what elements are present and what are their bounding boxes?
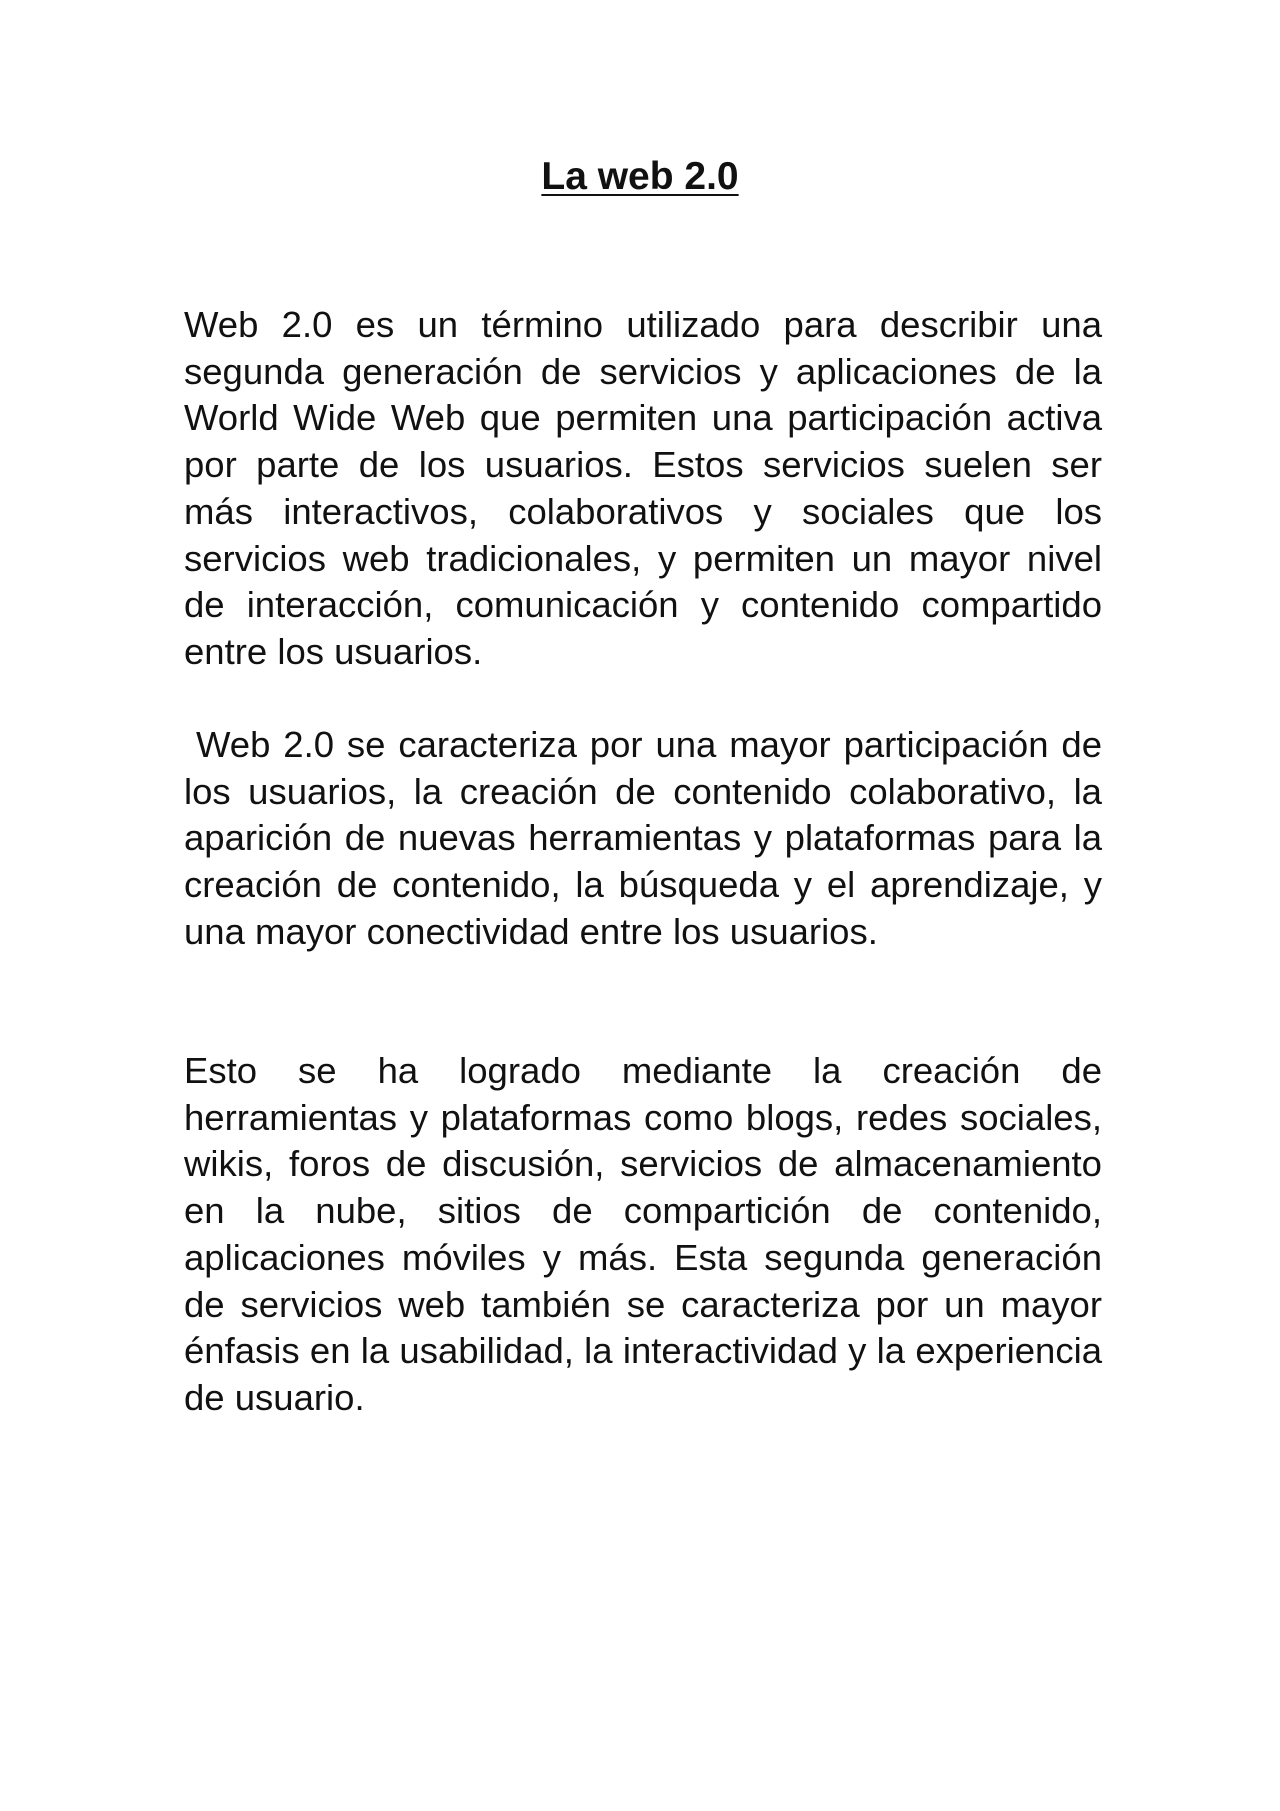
paragraph-2: Web 2.0 se caracteriza por una mayor participación de los usuarios, la creación de contenido colaborativo, la aparición de nuevas herramientas y plataformas para la creación de contenido, la búsqueda y el aprendizaje, y una mayor conectividad entre los usuarios. <box>184 724 1102 952</box>
paragraph-3: Esto se ha logrado mediante la creación de herramientas y plataformas como blogs, redes sociales, wikis, foros de discusión, servicios de almacenamiento en la nube, sitios de compartición de contenido, aplicaciones móviles y más. Esta segunda generación de servicios web también se caracteriza por un mayor énfasis en la usabilidad, la interactividad y la experiencia de usuario. <box>184 1050 1102 1418</box>
document-title: La web 2.0 <box>541 155 739 198</box>
paragraph-1: Web 2.0 es un término utilizado para describir una segunda generación de servicios y aplicaciones de la World Wide Web que permiten una participación activa por parte de los usuarios. Estos servicios suelen ser más interactivos, colaborativos y sociales que los servicios web tradicionales, y permiten un mayor nivel de interacción, comunicación y contenido compartido entre los usuarios. <box>184 304 1102 672</box>
